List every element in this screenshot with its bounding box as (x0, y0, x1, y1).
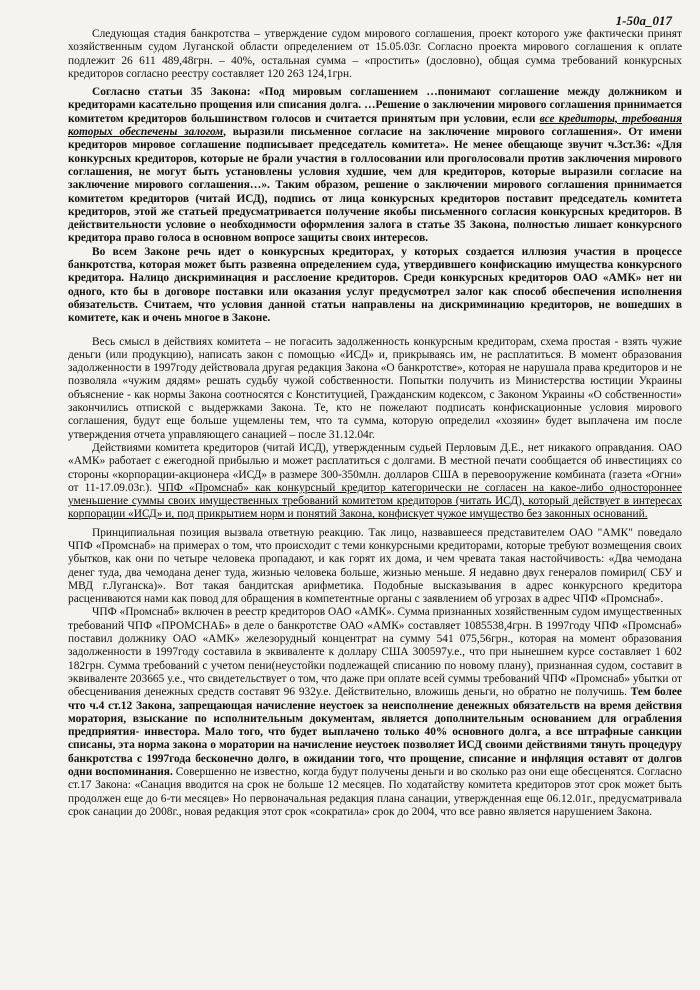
paragraph-3 (68, 246, 682, 326)
paragraph-2-lead: Согласно статьи 35 Закона: «Под мировым соглашением …понимают соглашение между должником и кредиторами касательно прощения или списания долга. …Решение о заключении мирового соглашения принимается комитетом кредиторов большинством голосов и считается принятым при условии, если (68, 86, 682, 125)
paragraph-5-underlined: ЧПФ «Промснаб» как конкурсный кредитор категорически не согласен на какое-либо одностороннее уменьшение суммы своих имущественных требований комитетом кредиторов (читать ИСД), который действует в интересах корпорации «ИСД» и, под прикрытием норм и понятий Закона, конфискует чужое имущество без законных оснований. (68, 481, 682, 521)
paragraph-5-lead: Действиями комитета кредиторов (читай ИСД), утвержденным судьей Перловым Д.Е., нет никакого оправдания. ОАО «АМК» работает с ежегодной прибылью и может расплатиться с долгами. В местной печати сообщается об инвестициях со стороны «корпорации-акционера «ИСД» в размере 300-350млн. долларов США в перевооружение комбината (газета «Огни» от 11-17.09.03г.). (68, 441, 682, 494)
paragraph-4: Весь смысл в действиях комитета – не погасить задолженность конкурсным кредиторам, схема простая - взять чужие деньги (или продукцию), написать закон с помощью «ИСД» и, прикрываясь им, не расплатиться. В момент образования задолженности в 1997году действовала другая редакция Закона «О банкротстве», которая не нарушала права кредиторов и не позволяла «чужим дядям» решать судьбу чужой собственности. Попытки получить из Министерства юстиции Украины объяснение - как нормы Закона соотносятся с Конституцией, Гражданским кодексом, с Законом Украины «О собственности» закончились отпиской с выдержками Закона. Те, кто не пожелают подписать конфискационные условия мирового соглашения, будут еще больше ущемлены тем, что та сумма, которую определил «хозяин» будет выплачена им после утверждения отчета управляющего санацией – после 31.12.04г. (68, 335, 682, 441)
page-reference: 1-50а_017 (615, 13, 672, 28)
paragraph-3-text: Во всем Законе речь идет о конкурсных кредиторах, у которых создается иллюзия участия в процессе банкротства, которая может быть развеяна определением суда, утвердившего конфискацию имущества конкурсного кредитора. Налицо дискриминация и расслоение кредиторов. Среди конкурсных кредиторов ОАО «АМК» нет ни одного, кто бы в договоре поставки или оказания услуг предусмотрел залог как способ обеспечения исполнения обязательств. Считаем, что условия данной статьи направлены на дискриминацию кредиторов, не вошедших в комитете, как и очень многое в Законе. (68, 245, 682, 325)
paragraph-2-emphasis: все кредиторы, требования которых обеспечены залогом (68, 112, 682, 139)
paragraph-7-lead: ЧПФ «Промснаб» включен в реестр кредиторов ОАО «АМК». Сумма признанных хозяйственным судом имущественных требований ЧПФ «ПРОМСНАБ» в деле о банкротстве ОАО «АМК» составляет 1085538,4грн. В 1997году ЧПФ «Промснаб» поставил должнику ОАО «АМК» железорудный концентрат на сумму 541 075,56грн., которая на момент образования задолженности в 1997году составила в эквиваленте к доллару США 300597у.е., что при нынешнем курсе составляет 1 602 182грн. Сумма требований с учетом пени(неустойки подлежащей списанию по новому плану), признанная судом, составит в эквиваленте 203665 у.е., что свидетельствует о том, что даже при оплате всей суммы требований ЧПФ «Промснаб» убытки от обесценивания денежных средств составят 96 932у.е. Действительно, вложишь деньги, но обратно не получишь. (68, 606, 682, 699)
paragraph-5 (68, 442, 682, 522)
paragraph-7 (68, 606, 682, 819)
paragraph-6: Принципиальная позиция вызвала ответную реакцию. Так лицо, назвавшееся представителем ОАО "АМК" поведало ЧПФ «Промснаб» на примерах о том, что происходит с теми конкурсными кредиторами, которые требуют возмещения своих убытков, как они по четыре человека пропадают, и как горят их дома, и чем чревата такая настойчивость: «Два чемодана денег туда, два чемодана денег туда, жизнью человека больше, жизнью меньше. Я недавно двух генералов помирил( СБУ и МВД г.Луганска)». Вот такая бандитская арифметика. Подобные высказывания в адрес конкурсного кредитора расцениваются нами как повод для обращения в компетентные органы с заявлением об угрозах в адрес ЧПФ «Промснаб». (68, 526, 682, 606)
paragraph-1: Следующая стадия банкротства – утверждение судом мирового соглашения, проект которого уже фактически принят хозяйственным судом Луганской области определением от 15.05.03г. Согласно проекта мирового соглашения к оплате подлежит 26 611 489,48грн. – 40%, остальная сумма – «простить» (дословно), общая сумма требований конкурсных кредиторов согласно реестру составляет 120 263 124,1грн. (68, 28, 682, 80)
paragraph-2-rest: , выразили письменное согласие на заключение мирового соглашения». От имени кредиторов мировое соглашение подписывает председатель комитета». Не менее обещающе звучит ч.3ст.36: «Для конкурсных кредиторов, которые не брали участия в голлосовании или проголосовали против заключения мирового соглашения, не могут быть установлены условия худшие, чем для кредиторов, которые выразили согласие на заключение мирового соглашения…». Таким образом, решение о заключении мирового соглашения принимается комитетом кредиторов (читай ИСД), подпись от лица конкурсных кредиторов поставит председатель комитета кредиторов, этой же статьей предусматривается получение якобы письменного согласия конкурсных кредиторов. В действительности условие о необходимости оформления залога в статье 35 Закона, полностью лишает конкурсного кредитора право голоса в основном вопросе защиты своих интересов. (68, 126, 682, 245)
paragraph-7-bold: Тем более что ч.4 ст.12 Закона, запрещающая начисление неустоек за неисполнение денежных обязательств на время действия моратория, взыскание по исполнительным документам, является дополнительным основанием для ограбления предприятия- инвестора. Мало того, что будет выплачено только 40% основного долга, а все штрафные санкции списаны, эта норма закона о моратории на начисление неустоек позволяет ИСД своими действиями тянуть процедуру банкротства с 1997года бесконечно долго, в ожидании того, что прощение, списание и инфляция оставят от долгов одни воспоминания. (68, 686, 682, 779)
paragraph-2 (68, 86, 682, 246)
paragraph-7-rest: Совершенно не известно, когда будут получены деньги и во сколько раз они еще обесценятся. Согласно ст.17 Закона: «Санация вводится на срок не больше 12 месяцев. По ходатайству комитета кредиторов этот срок может быть продолжен еще до 6-ти месяцев» Но первоначальная редакция плана санации, утвержденная еще 06.12.01г., предусматривала срок санации до 2008г., новая редакция этот срок «сократила» срок до 2004, что все равно является нарушением Закона. (68, 766, 682, 818)
